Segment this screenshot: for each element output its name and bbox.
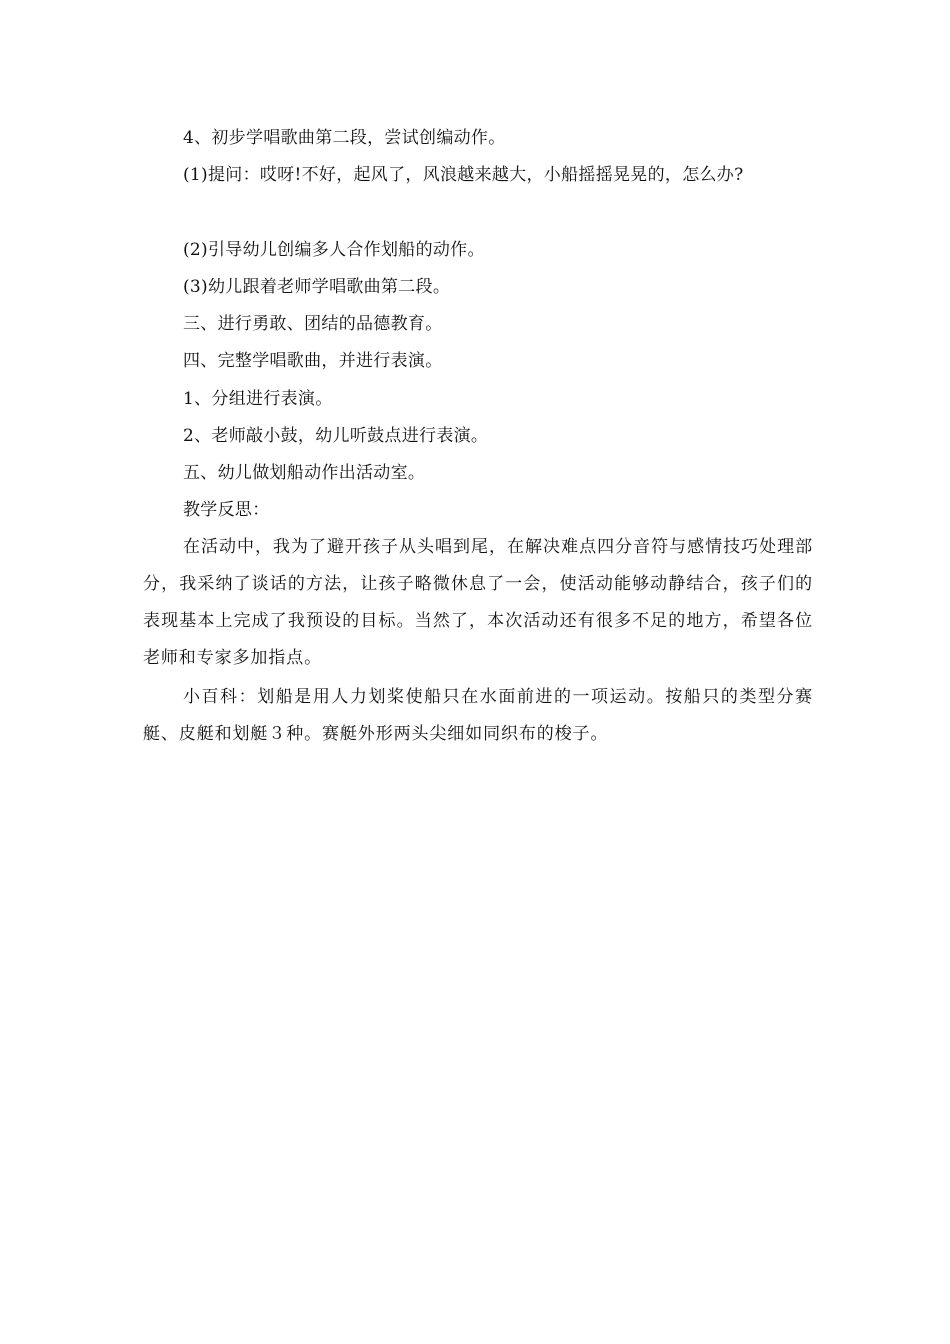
- section-four-heading: 四、完整学唱歌曲，并进行表演。: [183, 351, 443, 371]
- encyclopedia-paragraph: 小百科：划船是用人力划桨使船只在水面前进的一项运动。按船只的类型分赛艇、皮艇和划艇３种。赛艇外形两头尖细如同织布的梭子。: [143, 687, 813, 744]
- question-item-1: (1)提问：哎呀!不好，起风了，风浪越来越大，小船摇摇晃晃的，怎么办?: [183, 165, 744, 185]
- reflection-paragraph: 在活动中，我为了避开孩子从头唱到尾，在解决难点四分音符与感情技巧处理部分，我采纳了谈话的方法，让孩子略微休息了一会，使活动能够动静结合，孩子们的表现基本上完成了我预设的目标。当然了，本次活动还有很多不足的地方，希望各位老师和专家多加指点。: [143, 537, 813, 668]
- performance-item-2: 2、老师敲小鼓，幼儿听鼓点进行表演。: [183, 426, 489, 446]
- section-five-heading: 五、幼儿做划船动作出活动室。: [183, 463, 426, 483]
- step-4-heading: 4、初步学唱歌曲第二段，尝试创编动作。: [183, 128, 506, 148]
- section-three-heading: 三、进行勇敢、团结的品德教育。: [183, 314, 443, 334]
- performance-item-1: 1、分组进行表演。: [183, 389, 333, 409]
- learn-item-3: (3)幼儿跟着老师学唱歌曲第二段。: [183, 277, 451, 297]
- reflection-heading: 教学反思：: [183, 500, 270, 520]
- guide-item-2: (2)引导幼儿创编多人合作划船的动作。: [183, 240, 485, 260]
